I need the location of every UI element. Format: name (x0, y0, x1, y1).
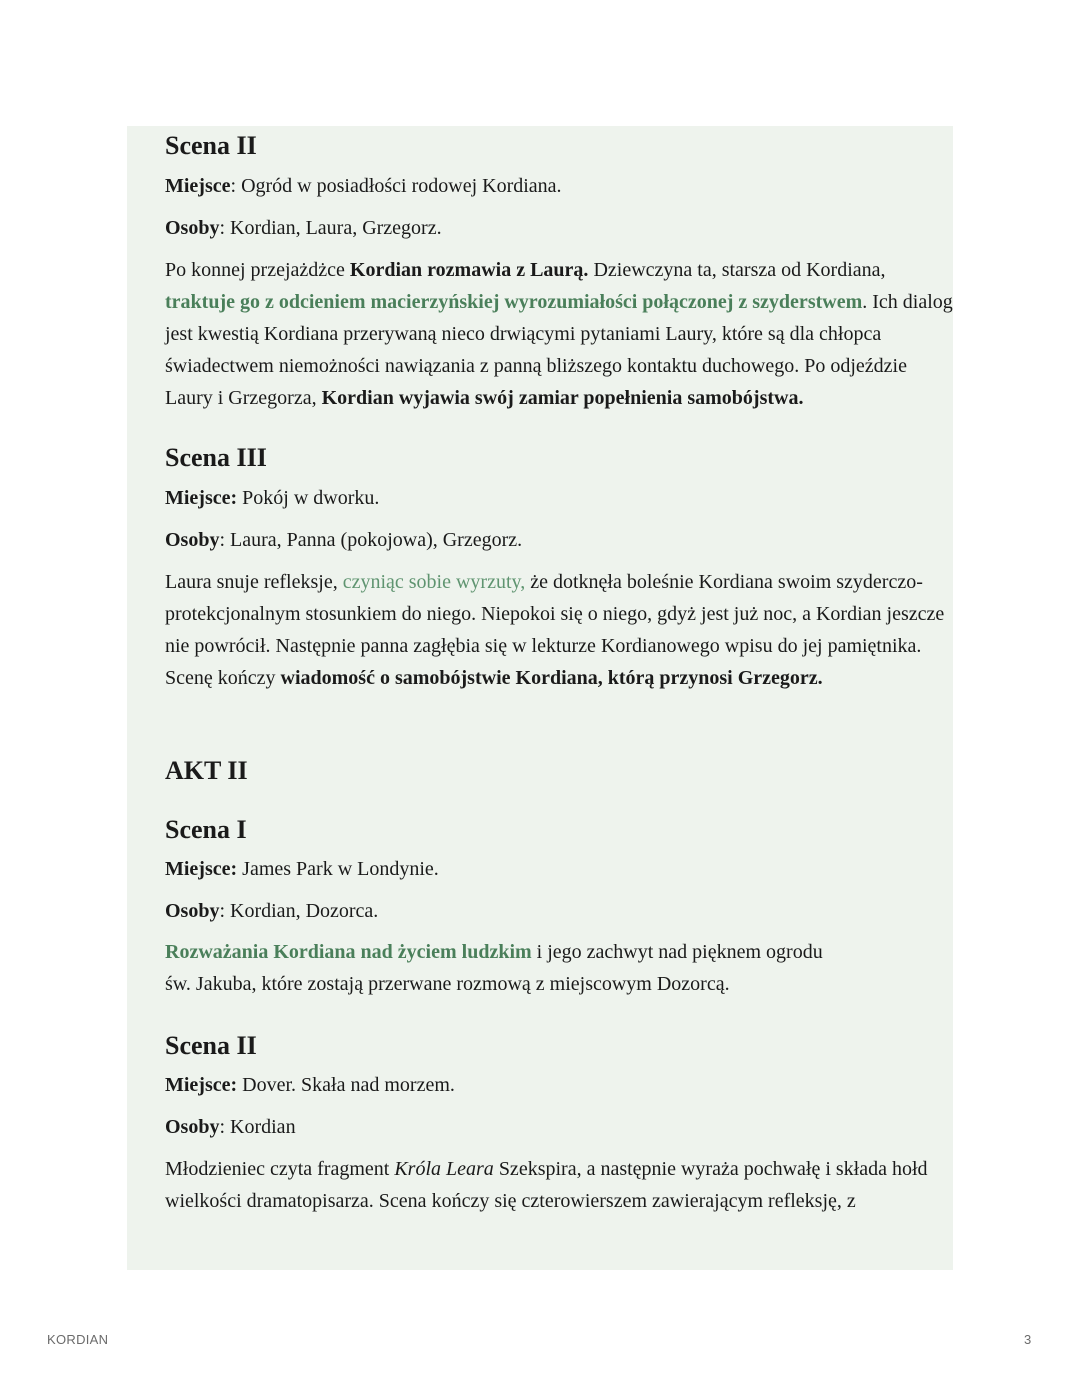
act-2-scene-1-summary: Rozważania Kordiana nad życiem ludzkim i jego zachwyt nad pięknem ogrodu św. Jakuba, które zostają przerwane rozmową z miejscowym Dozorcą. (165, 941, 823, 995)
scene-3-title: Scena III (165, 443, 267, 472)
scene-3-place: Miejsce: Pokój w dworku. (165, 487, 380, 509)
scene-2-persons: Osoby: Kordian, Laura, Grzegorz. (165, 217, 442, 239)
scene-3-summary: Laura snuje refleksje, czyniąc sobie wyrzuty, że dotknęła boleśnie Kordiana swoim szyderczo-protekcjonalnym stosunkiem do niego. Niepokoi się o niego, gdyż jest już noc, a Kordian jeszcze nie powrócił. Następnie panna zagłębia się w lekturze Kordianowego wpisu do jej pamiętnika. Scenę kończy wiadomość o samobójstwie Kordiana, którą przynosi Grzegorz. (165, 571, 945, 689)
act-2-scene-2-place: Miejsce: Dover. Skała nad morzem. (165, 1074, 455, 1096)
act-2-scene-1-place: Miejsce: James Park w Londynie. (165, 858, 439, 880)
scene-3-persons: Osoby: Laura, Panna (pokojowa), Grzegorz. (165, 529, 523, 551)
scene-2-place: Miejsce: Ogród w posiadłości rodowej Kordiana. (165, 175, 562, 197)
act-2-scene-2-summary: Młodzieniec czyta fragment Króla Leara Szekspira, a następnie wyraża pochwałę i składa hołd wielkości dramatopisarza. Scena kończy się czterowierszem zawierającym refleksję, z (165, 1158, 928, 1212)
footer-page-number: 3 (1024, 1332, 1032, 1347)
act-2-scene-2-persons: Osoby: Kordian (165, 1116, 296, 1138)
act-2-scene-1-title: Scena I (165, 815, 247, 844)
act-2-scene-2-title: Scena II (165, 1031, 257, 1060)
act-2-scene-1-persons: Osoby: Kordian, Dozorca. (165, 900, 379, 922)
scene-2-title: Scena II (165, 131, 257, 160)
scene-2-summary: Po konnej przejażdżce Kordian rozmawia z Laurą. Dziewczyna ta, starsza od Kordiana, traktuje go z odcieniem macierzyńskiej wyrozumiałości połączonej z szyderstwem. Ich dialog jest kwestią Kordiana przerywaną nieco drwiącymi pytaniami Laury, które są dla chłopca świadectwem niemożności nawiązania z panną bliższego kontaktu duchowego. Po odjeździe Laury i Grzegorza, Kordian wyjawia swój zamiar popełnienia samobójstwa. (165, 259, 953, 409)
act-2-title: AKT II (165, 756, 248, 785)
footer-document-title: KORDIAN (47, 1332, 109, 1347)
